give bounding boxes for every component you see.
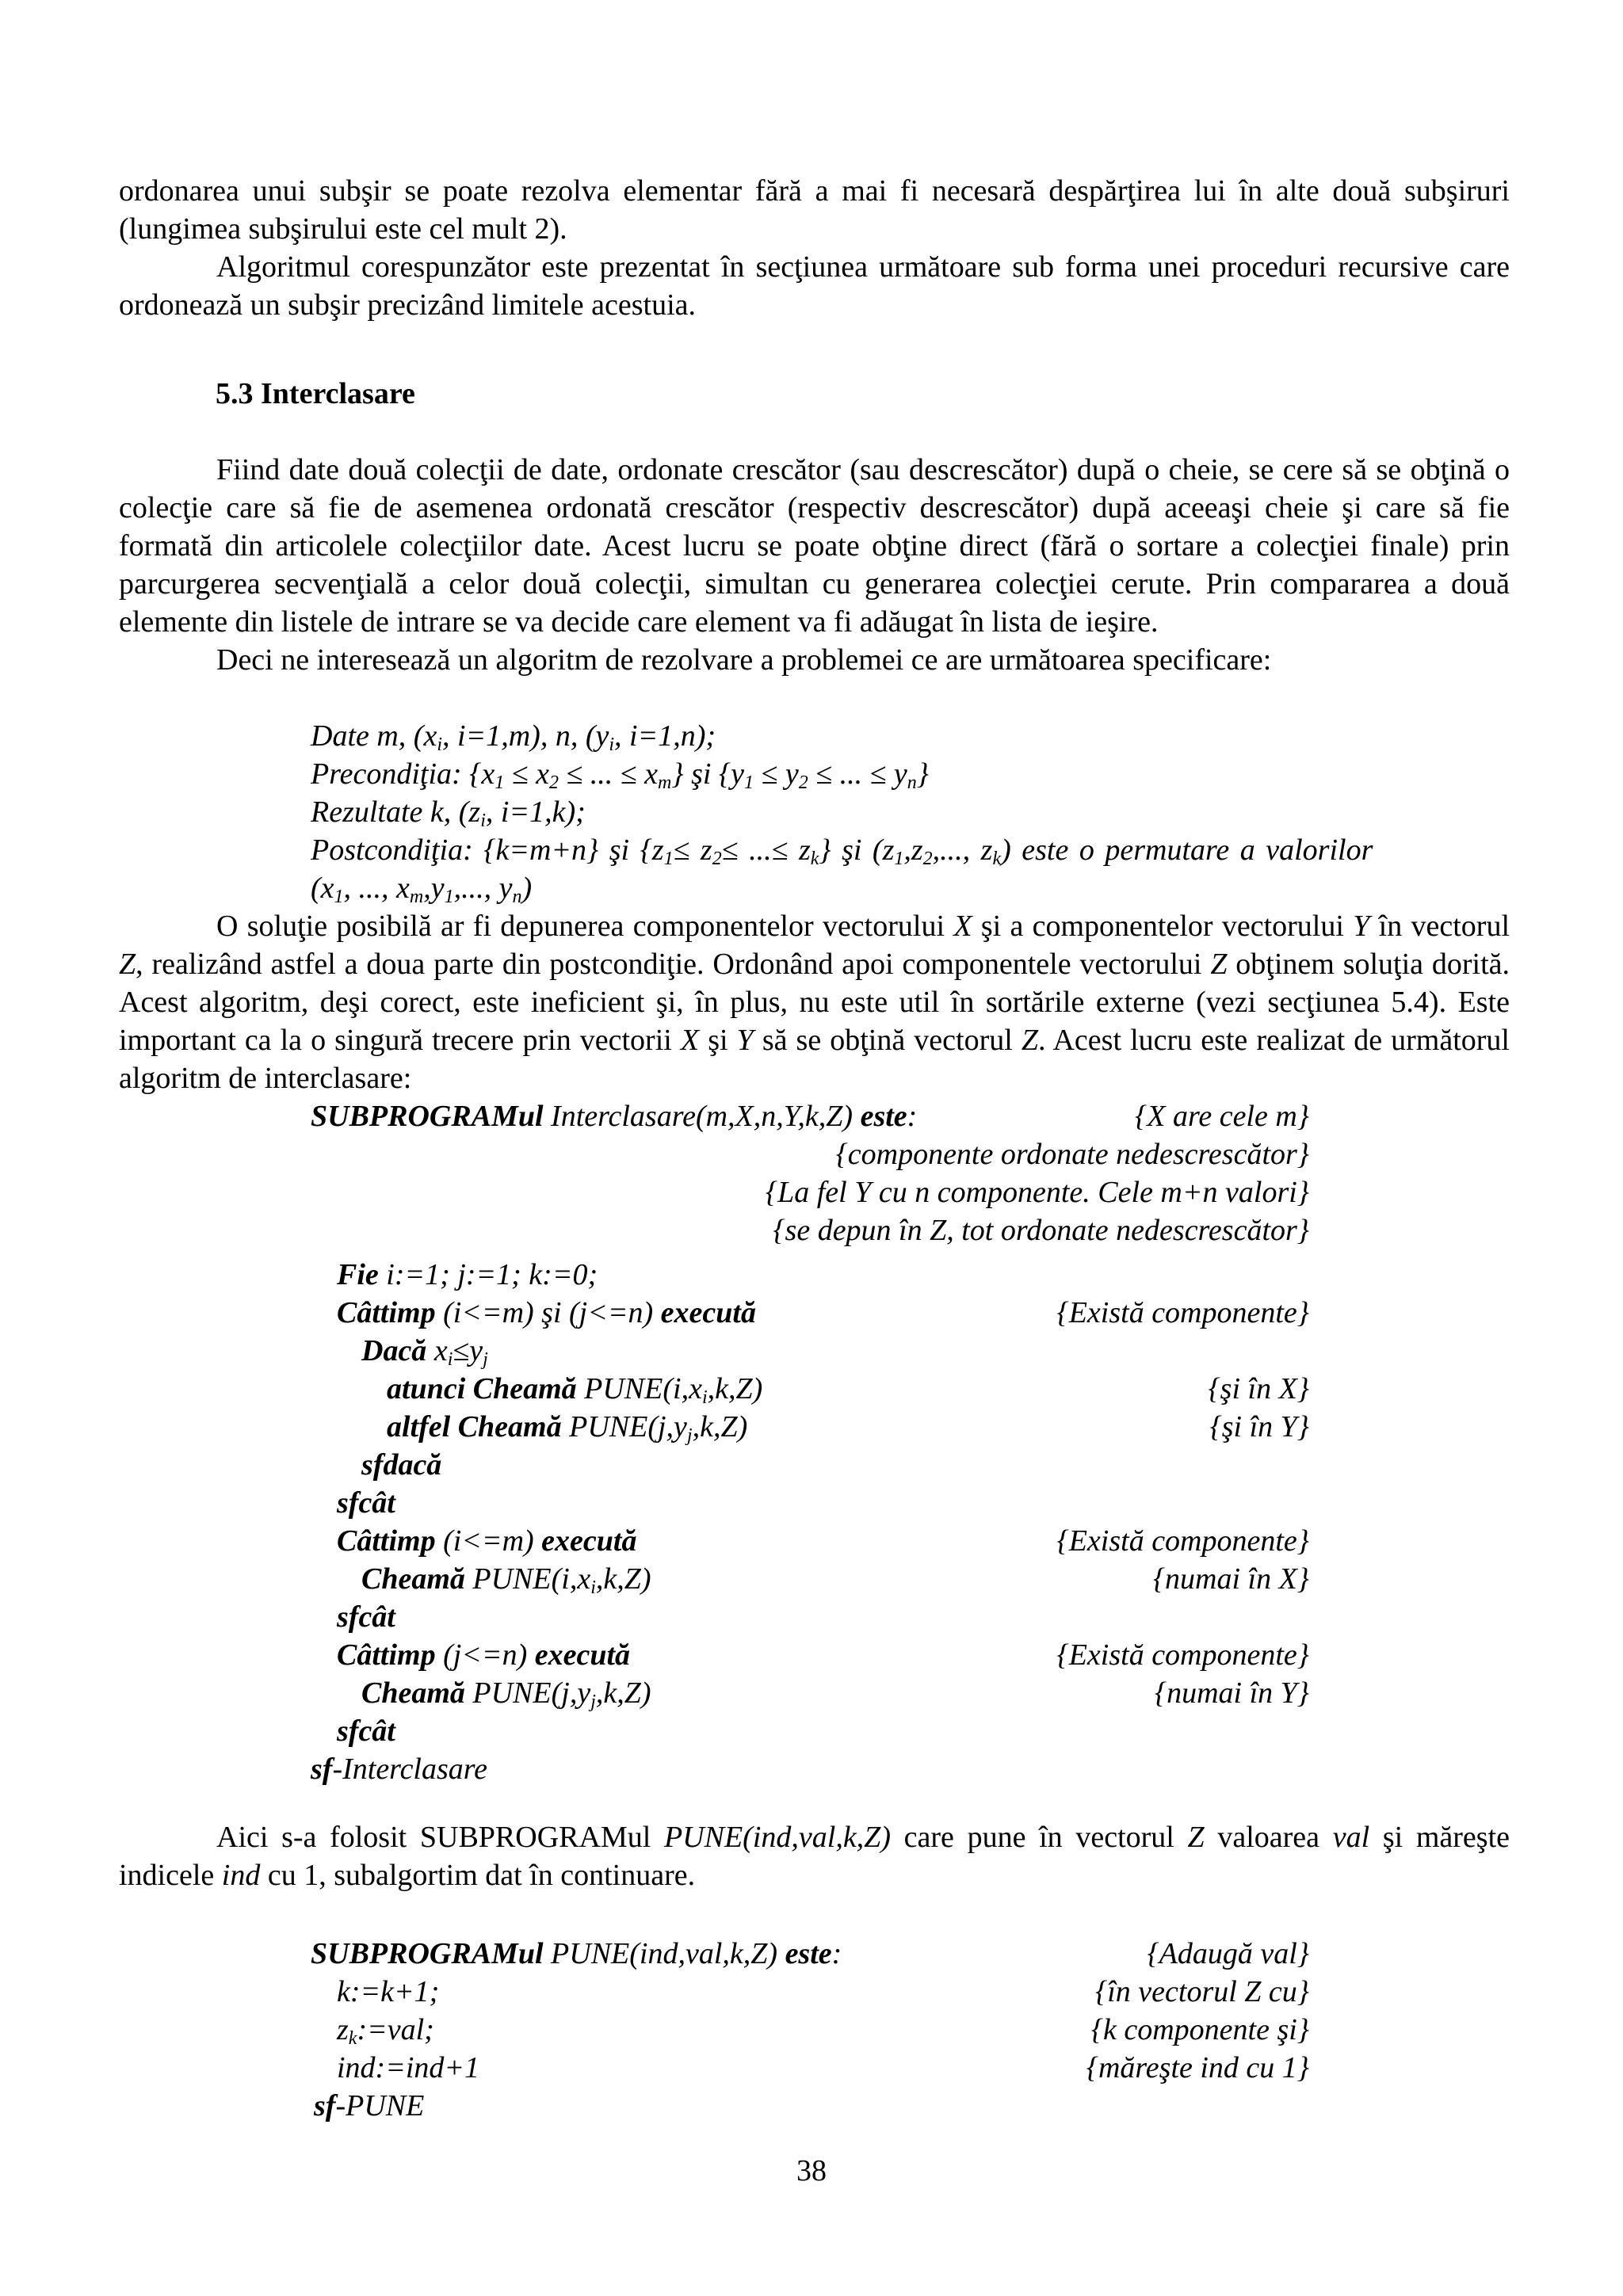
spec-rezultate: Rezultate k, ($z_i$, i=1,k); xyxy=(311,795,586,831)
algo1-comment-5: {Există componente} xyxy=(1056,1296,1309,1329)
algo1-call-x: Cheamă $PUNE(i,x_i,k,Z)$ xyxy=(361,1562,651,1598)
algo1-if: Dacă $x_i\le y_j$ xyxy=(361,1334,488,1370)
algo1-comment-3: {La fel Y cu n componente. Cele m+n valori} xyxy=(765,1176,1309,1209)
algo1-comment-7: {şi în Y} xyxy=(1209,1410,1309,1444)
specification xyxy=(311,717,1515,907)
algo2-comment-1: {Adaugă val} xyxy=(1147,1937,1309,1970)
algo1-while-1: Câttimp (i<=m) şi (j<=n) execută xyxy=(337,1296,756,1329)
algo1-fie: Fie i:=1; j:=1; k:=0; xyxy=(337,1258,598,1291)
algo1-header: SUBPROGRAMul Interclasare(m,X,n,Y,k,Z) este: xyxy=(311,1100,918,1133)
algo2-comment-3: {k componente şi} xyxy=(1090,2013,1309,2046)
algo1-comment-4: {se depun în Z, tot ordonate nedescrescător} xyxy=(773,1214,1309,1247)
algo1-comment-2: {componente ordonate nedescrescător} xyxy=(835,1138,1309,1171)
paragraph-4: Deci ne interesează un algoritm de rezolvare a problemei ce are următoarea specificare: xyxy=(216,643,1272,677)
algo1-comment-1: {X are cele m} xyxy=(1135,1100,1309,1133)
algo2-line-3: ind:=ind+1 xyxy=(337,2051,480,2084)
section-intro xyxy=(119,451,1510,679)
algo1-endwhile-3: sfcât xyxy=(337,1714,395,1748)
algo1-then: atunci Cheamă $PUNE(i,x_i,k,Z)$ xyxy=(387,1372,763,1408)
algo2-header: SUBPROGRAMul PUNE(ind,val,k,Z) este: xyxy=(311,1937,842,1970)
algo1-endwhile-2: sfcât xyxy=(337,1600,395,1634)
algo2-end: sf-PUNE xyxy=(314,2089,425,2122)
algo1-comment-6: {şi în X} xyxy=(1208,1372,1309,1405)
algo1-end: sf-Interclasare xyxy=(311,1753,488,1786)
algo2-line-1: k:=k+1; xyxy=(337,1975,440,2008)
spec-date: Date m, ($x_i$, i=1,m), n, ($y_i$, i=1,n); xyxy=(311,719,716,755)
spec-preconditie: Precondiţia: {$x_1 \le x_2$ ≤ ... ≤ $x_m$} şi {$y_1 \le y_2$ ≤ ... ≤ $y_n$} xyxy=(311,757,929,793)
algo2-line-2: $z_k:=val$; xyxy=(337,2013,434,2049)
algo1-call-y: Cheamă $PUNE(j,y_j,k,Z)$ xyxy=(361,1676,651,1712)
paragraph-1: ordonarea unui subşir se poate rezolva elementar fără a mai fi necesară despărţirea lui în alte două subşiruri (lungimea subşirului este cel mult 2). xyxy=(119,174,1510,246)
algo2-comment-2: {în vectorul Z cu} xyxy=(1095,1975,1309,2008)
spec-postconditie: Postcondiţia: {k=m+n} şi {$z_1\le z_2\le$ ...≤ $z_k$} şi ($z_1,z_2$,..., $z_k$) este o permutare a valorilor xyxy=(311,833,1373,869)
paragraph-5: O soluţie posibilă ar fi depunerea componentelor vectorului X şi a componentelor vectorului Y în vectorul Z, realizând astfel a doua parte din postcondiţie. Ordonând apoi componentele vectorului Z obţinem soluţia dorită. Acest algoritm, deşi corect, este ineficient şi, în plus, nu este util în sortările externe (vezi secţiunea 5.4). Este important ca la o singură trecere prin vectorii X şi Y să se obţină vectorul Z. Acest lucru este realizat de următorul algoritm de interclasare: xyxy=(119,910,1510,1095)
algo1-comment-9: {numai în X} xyxy=(1152,1562,1309,1596)
algo1-comment-11: {numai în Y} xyxy=(1154,1676,1309,1710)
algo1-else: altfel Cheamă $PUNE(j,y_j,k,Z)$ xyxy=(387,1410,748,1446)
paragraph-6: Aici s-a folosit SUBPROGRAMul PUNE(ind,val,k,Z) care pune în vectorul Z valoarea val şi măreşte indicele ind cu 1, subalgortim dat în continuare. xyxy=(119,1821,1510,1892)
algo1-comment-8: {Există componente} xyxy=(1056,1524,1309,1558)
page-number: 38 xyxy=(796,2154,827,2187)
algo1-endwhile-1: sfcât xyxy=(337,1486,395,1520)
paragraph-6-block xyxy=(119,1818,1510,1894)
spec-postconditie-continuare: ($x_1$, ..., $x_m,y_1$,..., $y_n$) xyxy=(311,871,533,907)
paragraph-2: Algoritmul corespunzător este prezentat în secţiunea următoare sub forma unei proceduri recursive care ordonează un subşir precizând limitele acestuia. xyxy=(119,250,1510,322)
algo1-while-2: Câttimp (i<=m) execută xyxy=(337,1524,637,1558)
paragraph-3: Fiind date două colecţii de date, ordonate crescător (sau descrescător) după o cheie, se cere să se obţină o colecţie care să fie de asemenea ordonată crescător (respectiv descrescător) după aceeaşi cheie şi care să fie formată din articolele colecţiilor date. Acest lucru se poate obţine direct (fără o sortare a colecţiei finale) prin parcurgerea secvenţială a celor două colecţii, simultan cu generarea colecţiei cerute. Prin compararea a două elemente din listele de intrare se va decide care element va fi adăugat în lista de ieşire. xyxy=(119,453,1510,639)
algo1-endif: sfdacă xyxy=(361,1448,442,1482)
algo1-comment-10: {Există componente} xyxy=(1056,1638,1309,1672)
algo2-comment-4: {măreşte ind cu 1} xyxy=(1086,2051,1309,2084)
paragraph-continuation xyxy=(119,172,1510,324)
section-title: 5.3 Interclasare xyxy=(216,377,415,410)
algo1-while-3: Câttimp (j<=n) execută xyxy=(337,1638,631,1672)
paragraph-5-block xyxy=(119,907,1510,1097)
